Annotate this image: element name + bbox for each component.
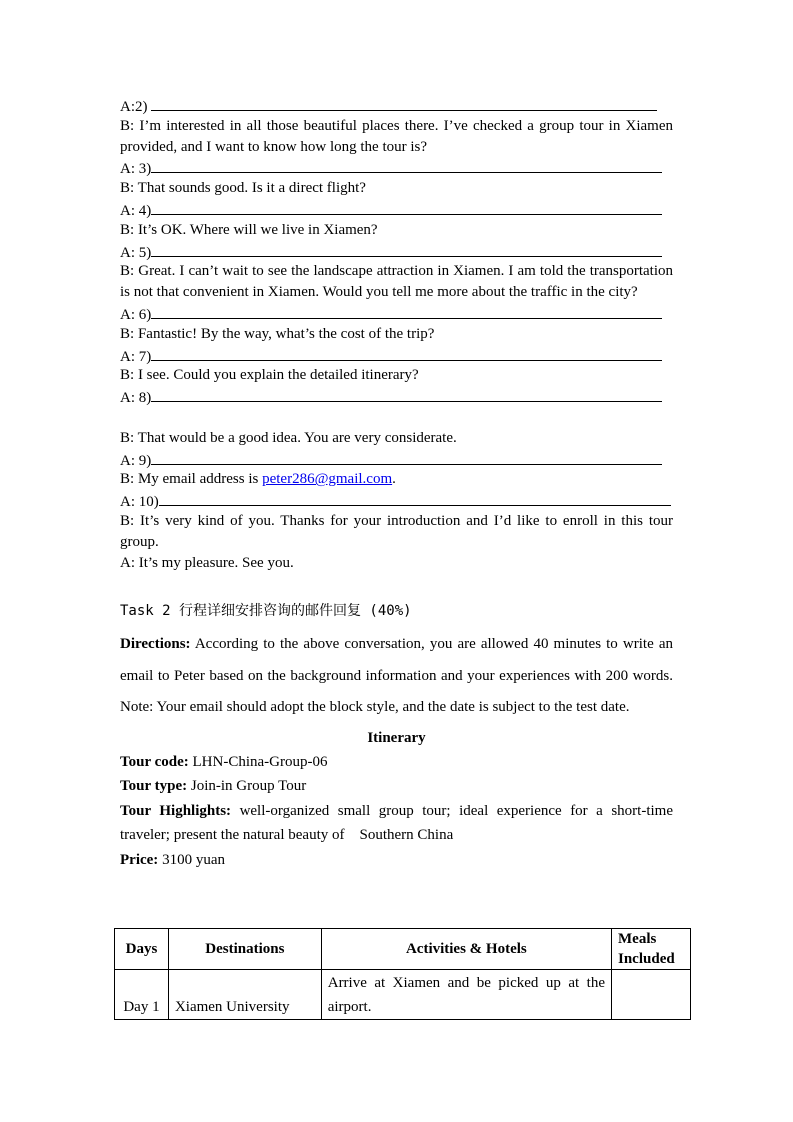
dialogue-line-a6	[120, 303, 673, 324]
dialogue-text: It’s my pleasure. See you.	[138, 554, 294, 571]
dialogue-line-b	[120, 220, 673, 241]
dialogue-text: My email address is	[137, 471, 259, 488]
tour-code-value: LHN-China-Group-06	[192, 753, 328, 770]
answer-blank	[151, 241, 662, 257]
dialogue-line-a3	[120, 157, 673, 178]
speaker-label: B:	[120, 325, 135, 342]
tour-code-label: Tour code:	[120, 753, 189, 770]
dialogue-text: It’s very kind of you. Thanks for your introduction and I’d like to enroll in this tour group.	[120, 512, 673, 550]
answer-blank	[151, 199, 662, 215]
answer-blank	[151, 95, 657, 111]
dialogue-line-a	[120, 553, 673, 574]
tour-type-value: Join-in Group Tour	[190, 778, 307, 795]
speaker-label: B:	[120, 221, 135, 238]
answer-blank	[151, 449, 662, 465]
speaker-label: A: 9)	[120, 452, 152, 469]
cell-meals	[612, 970, 691, 1020]
dialogue-text: Great. I can’t wait to see the landscape attraction in Xiamen. I am told the transportation is not that convenient in Xiamen. Would you tell me more about the traffic in the city?	[120, 263, 674, 301]
speaker-label: B:	[120, 180, 135, 197]
speaker-label: B:	[120, 367, 135, 384]
tour-type-label: Tour type:	[120, 778, 188, 795]
document-page	[120, 95, 677, 872]
speaker-label: A: 6)	[120, 306, 152, 323]
dialogue-text: It’s OK. Where will we live in Xiamen?	[137, 221, 378, 238]
dialogue-line-b	[120, 324, 673, 345]
answer-blank	[159, 490, 671, 506]
dialogue-line-b	[120, 365, 673, 386]
speaker-label: A: 5)	[120, 244, 152, 261]
itinerary-title: Itinerary	[367, 729, 426, 746]
answer-blank	[151, 157, 662, 173]
tour-highlights	[120, 799, 677, 848]
dialogue-line-b	[120, 261, 673, 303]
dialogue-text-after: .	[392, 471, 396, 488]
answer-blank	[151, 345, 662, 361]
cell-day: Day 1	[115, 970, 169, 1020]
dialogue-text: That would be a good idea. You are very considerate.	[137, 429, 457, 446]
dialogue-line-a4	[120, 199, 673, 220]
header-destinations: Destinations	[168, 929, 321, 970]
directions-text: According to the above conversation, you are allowed 40 minutes to write an email to Peter based on the background information and your experiences with 200 words. Note: Your email should adopt the block style, and the date is subject to the test date.	[120, 636, 673, 716]
cell-activities: Arrive at Xiamen and be picked up at the airport.	[321, 970, 611, 1020]
dialogue-line-b	[120, 511, 673, 553]
answer-blank	[151, 303, 662, 319]
speaker-label: B:	[120, 117, 135, 134]
speaker-label: A: 3)	[120, 161, 152, 178]
dialogue-text: I’m interested in all those beautiful places there. I’ve checked a group tour in Xiamen provided, and I want to know how long the tour is?	[120, 117, 673, 155]
speaker-label: A: 10)	[120, 494, 159, 511]
dialogue-text: Fantastic! By the way, what’s the cost of the trip?	[137, 325, 435, 342]
speaker-label: A: 4)	[120, 202, 152, 219]
speaker-label: A: 7)	[120, 348, 152, 365]
tour-price	[120, 848, 673, 873]
dialogue-line-b	[120, 178, 673, 199]
tour-type	[120, 774, 673, 799]
speaker-label: B:	[120, 429, 135, 446]
task2-heading: Task 2 行程详细安排咨询的邮件回复 (40%)	[120, 603, 412, 620]
dialogue-line-a5	[120, 241, 673, 262]
directions-label: Directions:	[120, 636, 191, 653]
dialogue-text: That sounds good. Is it a direct flight?	[137, 180, 366, 197]
dialogue-line-a7	[120, 345, 673, 366]
table-header-row	[115, 929, 691, 970]
answer-blank	[151, 386, 662, 402]
header-days: Days	[115, 929, 169, 970]
header-meals: Meals Included	[612, 929, 691, 970]
speaker-label: A: 8)	[120, 390, 152, 407]
cell-destination: Xiamen University	[168, 970, 321, 1020]
tour-code	[120, 750, 673, 775]
price-value: 3100 yuan	[162, 851, 225, 868]
email-link[interactable]: peter286@gmail.com	[262, 471, 393, 488]
dialogue-line-a10	[120, 490, 673, 511]
header-activities: Activities & Hotels	[321, 929, 611, 970]
dialogue-text: I see. Could you explain the detailed itinerary?	[137, 367, 419, 384]
speaker-label: B:	[120, 512, 135, 529]
dialogue-line-b	[120, 116, 673, 158]
itinerary-table	[114, 928, 691, 1020]
dialogue-line-b	[120, 469, 673, 490]
spacer	[120, 407, 673, 428]
speaker-label: A:	[120, 554, 135, 571]
dialogue-line-b	[120, 428, 673, 449]
price-label: Price:	[120, 851, 159, 868]
speaker-label: B:	[120, 263, 135, 280]
speaker-label: B:	[120, 471, 135, 488]
table-row	[115, 970, 691, 1020]
task2-directions	[120, 629, 673, 724]
highlights-label: Tour Highlights:	[120, 802, 232, 819]
dialogue-line-a2	[120, 95, 673, 116]
dialogue-line-a8	[120, 386, 673, 407]
dialogue-line-a9	[120, 449, 673, 470]
highlights-value: well-organized small group tour; ideal experience for a short-time traveler; present the natural beauty of Southern China	[120, 802, 677, 844]
speaker-label: A:2)	[120, 99, 148, 115]
